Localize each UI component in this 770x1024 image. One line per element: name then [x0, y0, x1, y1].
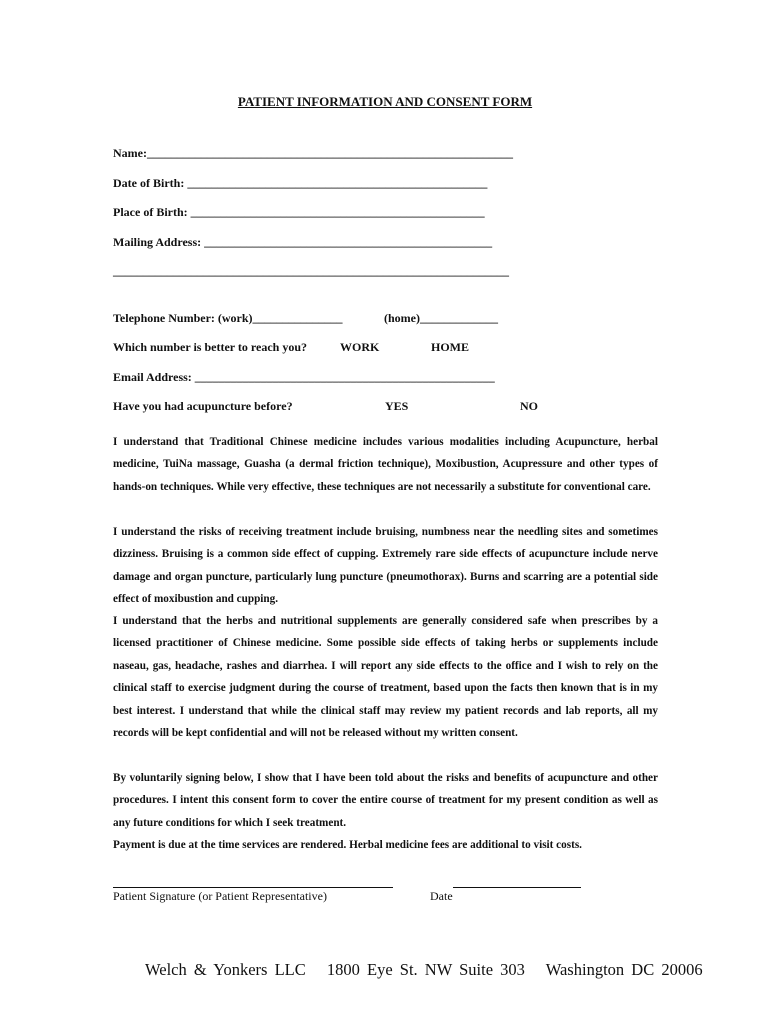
patient-signature-line[interactable] — [113, 887, 393, 888]
mailing-address-field[interactable]: Mailing Address: ________________________________________________ — [113, 235, 493, 249]
acupuncture-question-label: Have you had acupuncture before? — [113, 399, 293, 413]
footer-address — [145, 960, 717, 980]
footer-city: Washington DC 20006 — [545, 960, 703, 979]
acupuncture-no-option[interactable]: NO — [520, 399, 538, 413]
reach-work-option[interactable]: WORK — [340, 340, 380, 354]
place-of-birth-field[interactable]: Place of Birth: _________________________________________________ — [113, 205, 485, 219]
consent-paragraph-voluntary: By voluntarily signing below, I show that I have been told about the risks and benefits of acupuncture and other procedures. I intent this consent form to cover the entire course of treatment for my present condition as well as any future conditions for which I seek treatment. — [113, 772, 658, 829]
footer-street: 1800 Eye St. NW Suite 303 — [326, 960, 525, 979]
acupuncture-yes-option[interactable]: YES — [385, 399, 409, 413]
consent-paragraph-risks: I understand the risks of receiving treatment include bruising, numbness near the needling sites and sometimes dizziness. Bruising is a common side effect of cupping. Extremely rare side effects of acupuncture include nerve damage and organ puncture, particularly lung puncture (pneumothorax). Burns and scarring are a potential side effect of moxibustion and cupping. — [113, 526, 658, 606]
footer-company: Welch & Yonkers LLC — [145, 960, 306, 979]
date-of-birth-field[interactable]: Date of Birth: __________________________________________________ — [113, 176, 488, 190]
mailing-address-field-line2[interactable]: __________________________________________________________________ — [113, 264, 509, 278]
consent-paragraph-modalities: I understand that Traditional Chinese medicine includes various modalities including Acupuncture, herbal medicine, TuiNa massage, Guasha (a dermal friction technique), Moxibustion, Acupressure and other types of hands-on techniques. While very effective, these techniques are not necessarily a substitute for conventional care. — [113, 436, 658, 493]
telephone-work-field[interactable]: Telephone Number: (work)_______________ — [113, 311, 343, 325]
date-signature-line[interactable] — [453, 887, 581, 888]
form-title: PATIENT INFORMATION AND CONSENT FORM — [237, 94, 533, 109]
name-field[interactable]: Name:_____________________________________________________________ — [113, 146, 513, 160]
email-address-field[interactable]: Email Address: __________________________________________________ — [113, 370, 495, 384]
reach-question-label: Which number is better to reach you? — [113, 340, 307, 354]
telephone-home-field[interactable]: (home)_____________ — [384, 311, 498, 325]
date-label: Date — [430, 889, 453, 903]
consent-paragraph-herbs: I understand that the herbs and nutritional supplements are generally considered safe when prescribes by a licensed practitioner of Chinese medicine. Some possible side effects of taking herbs or supplements include naseau, gas, headache, rashes and diarrhea. I will report any side effects to the office and I wish to rely on the clinical staff to exercise judgment during the course of treatment, based upon the facts then known that is in my best interest. I understand that while the clinical staff may review my patient records and lab reports, all my records will be kept confidential and will not be released without my written consent. — [113, 615, 658, 740]
consent-paragraph-payment: Payment is due at the time services are rendered. Herbal medicine fees are additional to visit costs. — [113, 839, 582, 851]
reach-home-option[interactable]: HOME — [431, 340, 469, 354]
patient-signature-label: Patient Signature (or Patient Representative) — [113, 889, 327, 903]
